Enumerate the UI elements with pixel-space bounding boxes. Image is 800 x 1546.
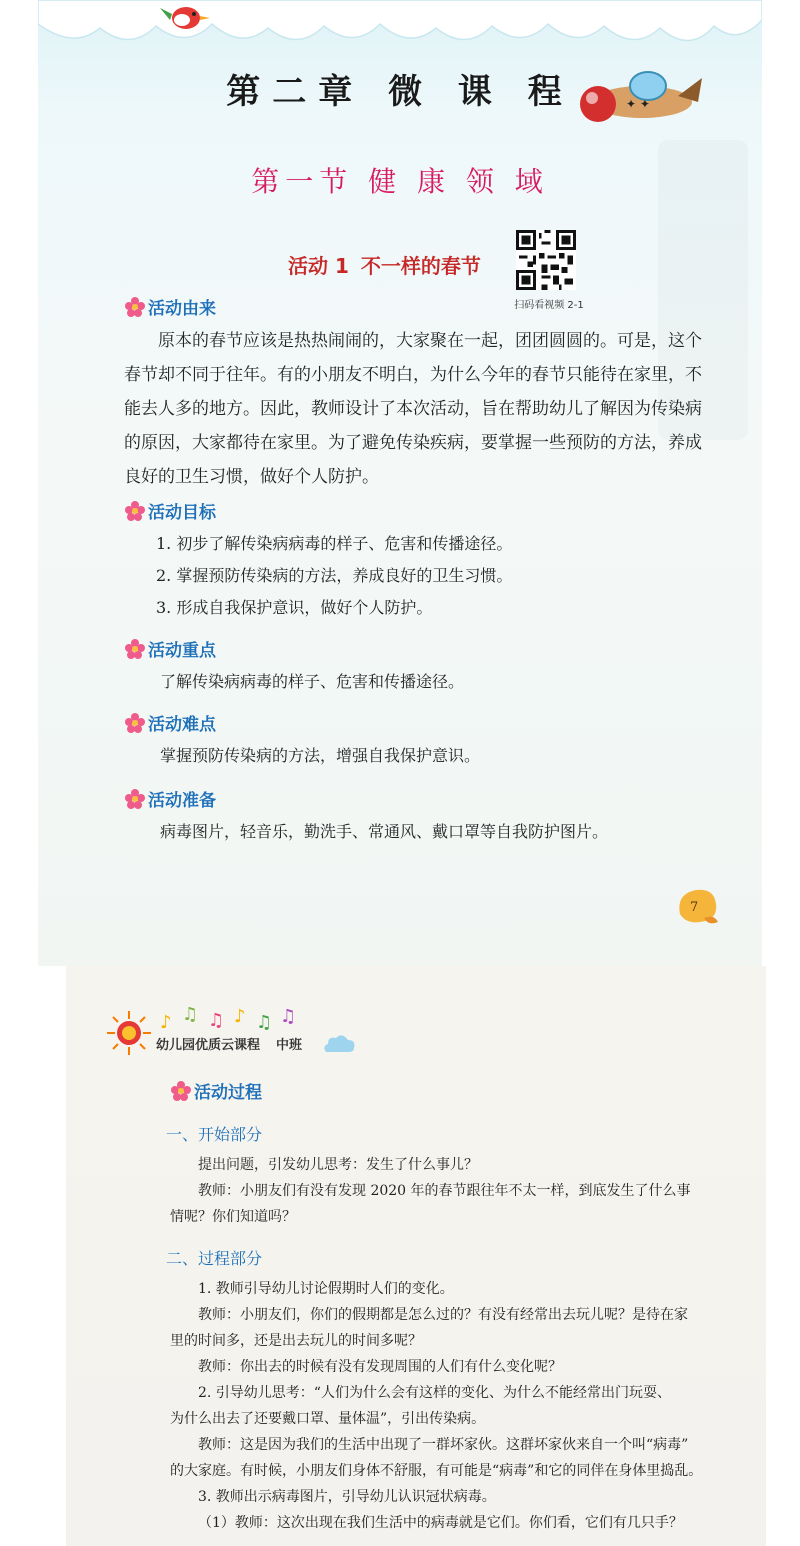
origin-paragraph	[124, 324, 734, 494]
text-line: 为什么出去了还要戴口罩、量体温”，引出传染病。	[170, 1411, 486, 1427]
text-line: 提出问题，引发幼儿思考：发生了什么事儿？	[198, 1157, 478, 1173]
heading-key-label: 活动重点	[148, 641, 216, 661]
heading-origin-label: 活动由来	[148, 299, 216, 319]
music-note-icon: ♪	[160, 1012, 172, 1033]
part1-title: 一、开始部分	[166, 1125, 263, 1144]
heading-goals	[124, 498, 216, 523]
heading-prep-label: 活动准备	[148, 791, 216, 811]
text-line: 1. 教师引导幼儿讨论假期时人们的变化。	[198, 1281, 454, 1297]
qr-caption: 扫码看视频 2-1	[514, 300, 584, 311]
book-page-7	[38, 0, 762, 966]
text-line: 良好的卫生习惯，做好个人防护。	[124, 467, 379, 487]
text-line: 教师：小朋友们，你们的假期都是怎么过的？有没有经常出去玩儿呢？是待在家	[198, 1307, 688, 1323]
music-notes-decoration	[160, 1004, 300, 1034]
flower-icon	[124, 788, 146, 810]
text-line: 的大家庭。有时候，小朋友们身体不舒服，有可能是“病毒”和它的同伴在身体里捣乱。	[170, 1463, 703, 1479]
section-title: 第一节 健 康 领 域	[251, 165, 549, 198]
running-header	[156, 1034, 302, 1053]
cloud-icon	[322, 1034, 356, 1054]
flower-icon	[124, 296, 146, 318]
activity-title	[288, 250, 481, 279]
text-line: 3. 教师出示病毒图片，引导幼儿认识冠状病毒。	[198, 1489, 496, 1505]
heading-difficulty-label: 活动难点	[148, 715, 216, 735]
sun-icon	[106, 1010, 152, 1056]
page-number-badge	[674, 884, 720, 926]
music-note-icon: ♪	[234, 1006, 246, 1027]
heading-key	[124, 636, 216, 661]
text-line: 原本的春节应该是热热闹闹的，大家聚在一起，团团圆圆的。可是，这个	[158, 331, 702, 351]
text-line: 春节却不同于往年。有的小朋友不明白，为什么今年的春节只能待在家里，不	[124, 365, 702, 385]
difficulty-text: 掌握预防传染病的方法，增强自我保护意识。	[160, 746, 481, 765]
text-line: 的原因，大家都待在家里。为了避免传染疾病，要掌握一些预防的方法，养成	[124, 433, 702, 453]
heading-origin	[124, 294, 216, 319]
text-line: （1）教师：这次出现在我们生活中的病毒就是它们。你们看，它们有几只手？	[198, 1515, 683, 1531]
music-note-icon: ♫	[280, 1006, 297, 1027]
heading-difficulty	[124, 710, 216, 735]
flower-icon	[124, 638, 146, 660]
heading-process-label: 活动过程	[194, 1083, 262, 1103]
activity-label: 活动 1	[288, 254, 349, 278]
goal-item: 2. 掌握预防传染病的方法，养成良好的卫生习惯。	[156, 566, 513, 585]
music-note-icon: ♫	[182, 1004, 199, 1025]
qr-code-icon[interactable]	[516, 230, 576, 290]
bird-icon	[156, 0, 216, 34]
text-line: 里的时间多，还是出去玩儿的时间多呢？	[170, 1333, 422, 1349]
music-note-icon: ♫	[256, 1012, 273, 1033]
text-line: 教师：这是因为我们的生活中出现了一群坏家伙。这群坏家伙来自一个叫“病毒”	[198, 1437, 689, 1453]
book-name: 幼儿园优质云课程	[156, 1038, 261, 1053]
goals-list	[124, 528, 734, 624]
prep-text: 病毒图片，轻音乐，勤洗手、常通风、戴口罩等自我防护图片。	[160, 822, 609, 841]
flower-icon	[124, 500, 146, 522]
heading-prep	[124, 786, 216, 811]
part2-body	[170, 1276, 730, 1536]
text-line: 情呢？你们知道吗？	[170, 1209, 296, 1225]
text-line: 2. 引导幼儿思考：“人们为什么会有这样的变化、为什么不能经常出门玩耍、	[198, 1385, 671, 1401]
goal-item: 1. 初步了解传染病病毒的样子、危害和传播途径。	[156, 534, 513, 553]
part1-body	[170, 1152, 730, 1230]
goal-item: 3. 形成自我保护意识，做好个人防护。	[156, 598, 433, 617]
text-line: 能去人多的地方。因此，教师设计了本次活动，旨在帮助幼儿了解因为传染病	[124, 399, 702, 419]
key-text: 了解传染病病毒的样子、危害和传播途径。	[160, 672, 465, 691]
part2-title: 二、过程部分	[166, 1249, 263, 1268]
book-page-8	[66, 966, 766, 1546]
heading-goals-label: 活动目标	[148, 503, 216, 523]
text-line: 教师：你出去的时候有没有发现周围的人们有什么变化呢？	[198, 1359, 562, 1375]
activity-name: 不一样的春节	[360, 254, 481, 278]
page-number: 7	[690, 900, 699, 915]
grade-label: 中班	[276, 1038, 303, 1053]
music-note-icon: ♫	[208, 1010, 225, 1031]
chapter-title: 第二章 微 课 程	[226, 72, 574, 112]
heading-process	[170, 1078, 262, 1103]
flower-icon	[124, 712, 146, 734]
svg-text:✦ ✦: ✦ ✦	[626, 97, 650, 111]
text-line: 教师：小朋友们有没有发现 2020 年的春节跟往年不太一样，到底发生了什么事	[198, 1183, 691, 1199]
flower-icon	[170, 1080, 192, 1102]
